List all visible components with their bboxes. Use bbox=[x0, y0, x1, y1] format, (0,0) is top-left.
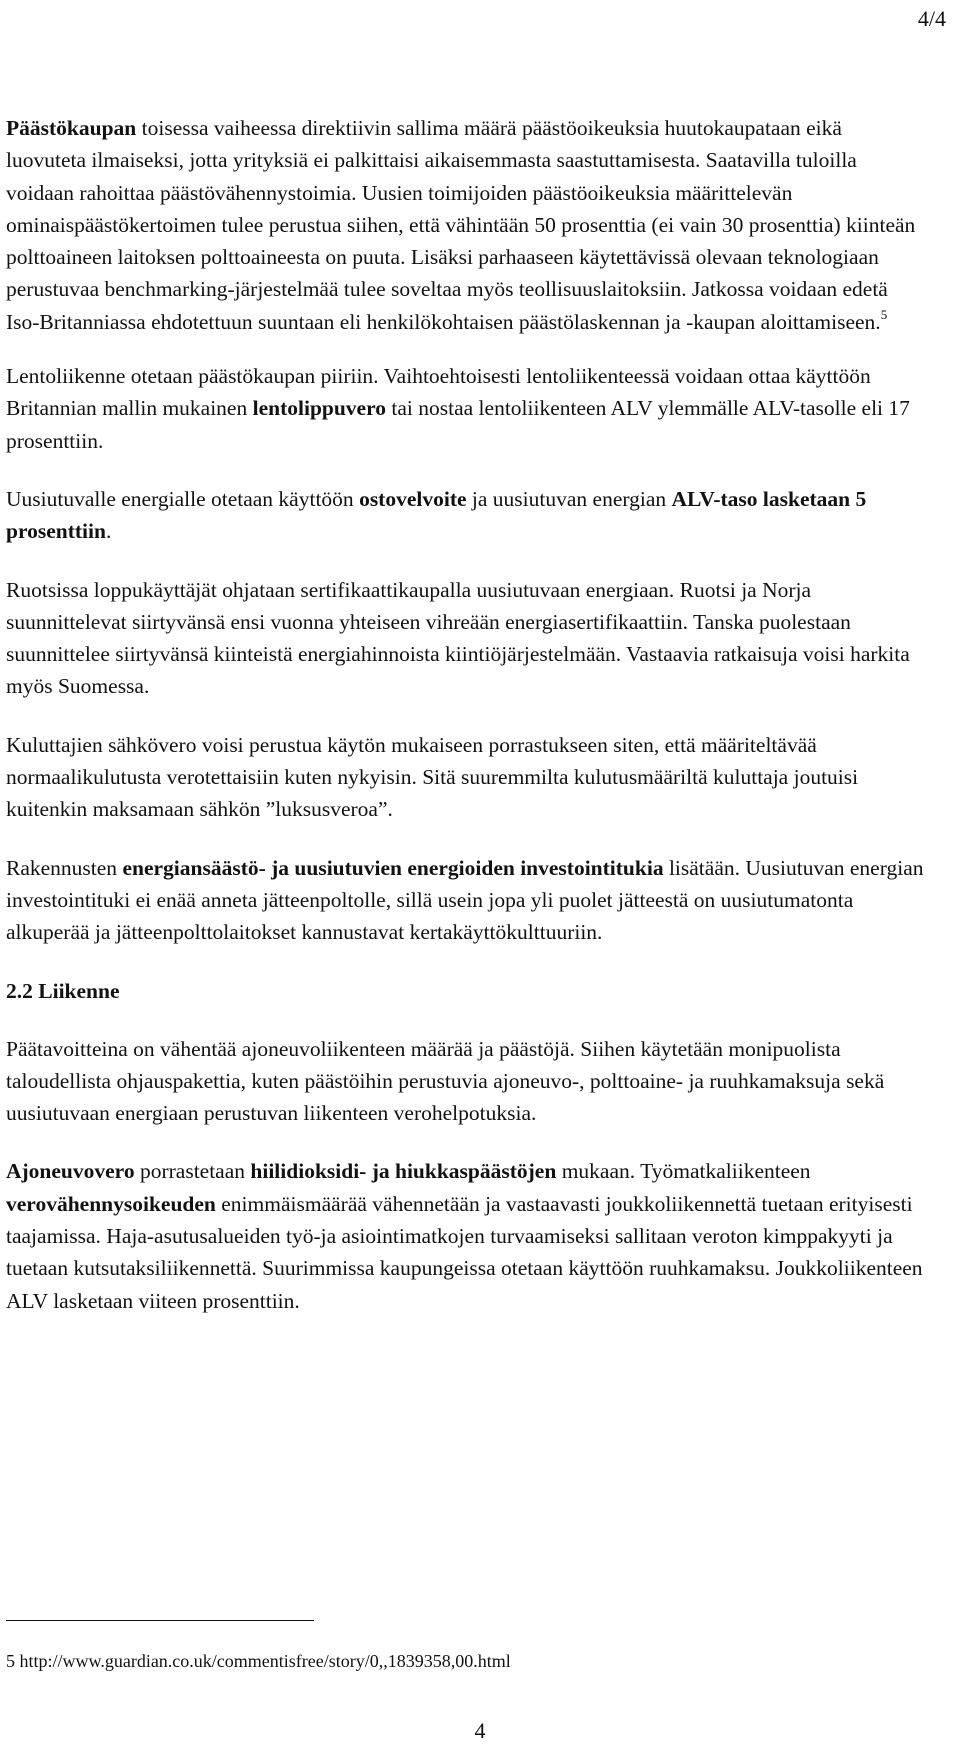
footnote-reference[interactable]: 5 bbox=[880, 306, 888, 322]
paragraph-electricity-tax bbox=[6, 729, 926, 826]
bold-term: verovähennysoikeuden bbox=[6, 1191, 216, 1216]
paragraph-text: . bbox=[105, 519, 112, 544]
section-heading: 2.2 Liikenne bbox=[6, 978, 120, 1003]
bold-term: ALV-taso lasketaan 5 prosenttiin bbox=[6, 486, 867, 544]
paragraph-text: Lentoliikenne otetaan päästökaupan piiriin. Vaihtoehtoisesti lentoliikenteessä voidaan ottaa käyttöön Britannian mallin mukainen bbox=[6, 364, 871, 421]
paragraph-vehicle-tax bbox=[6, 1155, 926, 1316]
paragraph-text: Päätavoitteina on vähentää ajoneuvoliikenteen määrää ja päästöjä. Siihen käytetään monipuolista taloudellista ohjauspakettia, kuten päästöihin perustuvia ajoneuvo-, polttoaine- ja ruuhkamaksuja sekä uusiutuvaan energiaan perustuvan liikenteen verohelpotuksia. bbox=[6, 1036, 885, 1126]
paragraph-text: ja uusiutuvan energian bbox=[466, 486, 672, 511]
document-body bbox=[6, 112, 926, 1343]
paragraph-certificates bbox=[6, 574, 926, 703]
paragraph-traffic-goals bbox=[6, 1033, 926, 1130]
bold-term: Ajoneuvovero bbox=[6, 1159, 135, 1184]
page-indicator: 4/4 bbox=[917, 6, 946, 31]
bold-term: lentolippuvero bbox=[252, 396, 387, 421]
paragraph-text: tai nostaa lentoliikenteen ALV ylemmälle ALV-tasolle eli 17 prosenttiin. bbox=[6, 396, 910, 453]
paragraph-text: Ruotsissa loppukäyttäjät ohjataan sertifikaattikaupalla uusiutuvaan energiaan. Ruotsi ja Norja suunnittelevat siirtyvänsä ensi vuonna yhteiseen vihreään energiasertifikaattiin. Tanska puolestaan suunnittelee siirtyvänsä kiinteistä energiahinnoista kiintiöjärjestelmään. Vastaavia ratkaisuja voisi harkita myös Suomessa. bbox=[6, 577, 910, 699]
paragraph-text: Kuluttajien sähkövero voisi perustua käytön mukaiseen porrastukseen siten, että määriteltävää normaalikulutusta verotettaisiin kuten nykyisin. Sitä suuremmilta kulutusmääriltä kuluttaja joutuisi kuitenkin maksamaan sähkön ”luksusveroa”. bbox=[6, 732, 859, 822]
bold-term: ostovelvoite bbox=[359, 486, 467, 511]
paragraph-buildings bbox=[6, 852, 926, 949]
bold-term: hiilidioksidi- ja hiukkaspäästöjen bbox=[250, 1159, 557, 1184]
paragraph-text: enimmäismäärää vähennetään ja vastaavasti joukkoliikennettä tuetaan erityisesti taajamissa. Haja-asutusalueiden työ-ja asiointimatkojen turvaamiseksi sallitaan veroton kimppakyyti ja tuetaan kutsutaksiliikennettä. Suurimmissa kaupungeissa otetaan käyttöön ruuhkamaksu. Joukkoliikenteen ALV lasketaan viiteen prosenttiin. bbox=[6, 1191, 923, 1313]
paragraph-text: toisessa vaiheessa direktiivin sallima määrä päästöoikeuksia huutokaupataan eikä luovuteta ilmaiseksi, jotta yrityksiä ei palkittaisi aikaisemmasta saastuttamisesta. Saatavilla tuloilla voidaan rahoittaa päästövähennystoimia. Uusien toimijoiden päästöoikeuksia määrittelevän ominaispäästökertoimen tulee perustua siihen, että vähintään 50 prosenttia (ei vain 30 prosenttia) kiinteän polttoaineen laitoksen polttoaineesta on puuta. Lisäksi parhaaseen käytettävissä olevaan teknologiaan perustuvaa benchmarking-järjestelmää tulee soveltaa myös teollisuuslaitoksiin. Jatkossa voidaan edetä Iso-Britanniassa ehdotettuun suuntaan eli henkilökohtaisen päästölaskennan ja -kaupan aloittamiseen. bbox=[6, 116, 916, 334]
paragraph-text: mukaan. Työmatkaliikenteen bbox=[556, 1159, 811, 1184]
paragraph-aviation bbox=[6, 360, 926, 457]
footnote-divider bbox=[6, 1620, 314, 1621]
paragraph-text: Uusiutuvalle energialle otetaan käyttöön bbox=[6, 486, 360, 511]
paragraph-text: porrastetaan bbox=[134, 1159, 251, 1184]
bold-term: energiansäästö- ja uusiutuvien energioiden investointitukia bbox=[122, 855, 664, 880]
footnote-link[interactable]: 5 http://www.guardian.co.uk/commentisfree/story/0,,1839358,00.html bbox=[6, 1651, 511, 1671]
paragraph-renewable-energy bbox=[6, 483, 926, 548]
page-number: 4 bbox=[474, 1718, 486, 1743]
bold-term: Päästökaupan bbox=[6, 116, 137, 140]
paragraph-text: lisätään. Uusiutuvan energian investointituki ei enää anneta jätteenpoltolle, sillä usein jopa yli puolet jätteestä on uusiutumatonta alkuperää ja jätteenpolttolaitokset kannustavat kertakäyttökulttuuriin. bbox=[6, 855, 924, 945]
paragraph-text: Rakennusten bbox=[6, 855, 123, 880]
paragraph-emissions-trading bbox=[6, 112, 926, 338]
